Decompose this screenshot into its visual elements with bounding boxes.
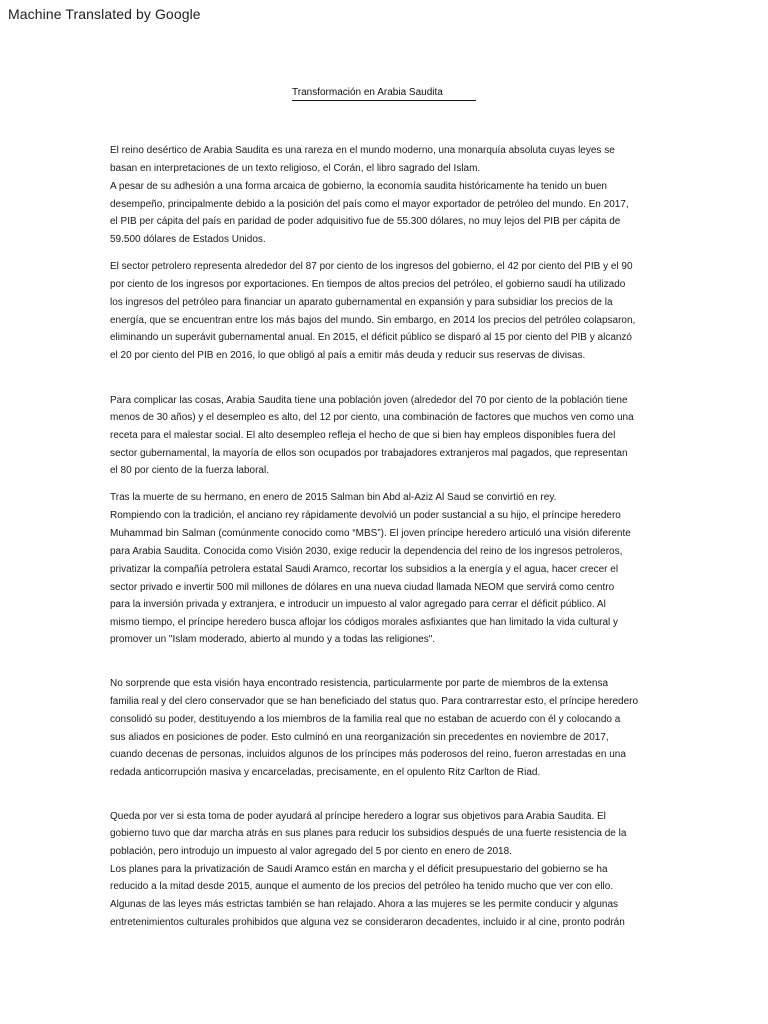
text-line: Para complicar las cosas, Arabia Saudita tiene una población joven (alrededor del 70 por ciento de la población tiene	[110, 395, 628, 406]
text-line: sector privado e invertir 500 mil millones de dólares en una nueva ciudad llamada NEOM que servirá como centro	[110, 582, 615, 593]
text-line: Tras la muerte de su hermano, en enero de 2015 Salman bin Abd al-Aziz Al Saud se convirtió en rey.	[110, 492, 557, 503]
text-line: desempeño, principalmente debido a la posición del país como el mayor exportador de petróleo del mundo. En 2017,	[110, 199, 629, 210]
text-line: Muhammad bin Salman (comúnmente conocido como “MBS”). El joven príncipe heredero articuló una visión diferente	[110, 528, 631, 539]
text-line: Algunas de las leyes más estrictas también se han relajado. Ahora a las mujeres se les permite conducir y algunas	[110, 899, 619, 910]
text-line: gobierno tuvo que dar marcha atrás en sus planes para reducir los subsidios después de una fuerte resistencia de la	[110, 828, 627, 839]
text-line: El reino desértico de Arabia Saudita es una rareza en el mundo moderno, una monarquía absoluta cuyas leyes se	[110, 145, 615, 156]
text-line: El sector petrolero representa alrededor del 87 por ciento de los ingresos del gobierno, el 42 por ciento del PIB y el 90	[110, 261, 633, 272]
text-line: No sorprende que esta visión haya encontrado resistencia, particularmente por parte de miembros de la extensa	[110, 678, 609, 689]
text-line: consolidó su poder, destituyendo a los miembros de la familia real que no estaban de acuerdo con él y colocando a	[110, 714, 621, 725]
text-line: A pesar de su adhesión a una forma arcaica de gobierno, la economía saudita históricamente ha tenido un buen	[110, 181, 607, 192]
text-line: el 20 por ciento del PIB en 2016, lo que obligó al país a emitir más deuda y reducir sus reservas de divisas.	[110, 350, 586, 361]
text-line: 59.500 dólares de Estados Unidos.	[110, 234, 266, 245]
text-line: familia real y del clero conservador que se han beneficiado del status quo. Para contrarrestar esto, el príncipe heredero	[110, 696, 639, 707]
text-line: el 80 por ciento de la fuerza laboral.	[110, 465, 269, 476]
text-line: sector gubernamental, la mayoría de ellos son ocupados por trabajadores extranjeros mal pagados, que representan	[110, 448, 628, 459]
text-line: entretenimientos culturales prohibidos que alguna vez se consideraron decadentes, incluido ir al cine, pronto podrán	[110, 917, 625, 928]
machine-translated-banner: Machine Translated by Google	[8, 6, 201, 22]
text-line: Queda por ver si esta toma de poder ayudará al príncipe heredero a lograr sus objetivos para Arabia Saudita. El	[110, 811, 606, 822]
text-line: mismo tiempo, el príncipe heredero busca aflojar los códigos morales asfixiantes que han limitado la vida cultural y	[110, 617, 619, 628]
text-line: menos de 30 años) y el desempleo es alto, del 12 por ciento, una combinación de factores que muchos ven como una	[110, 412, 634, 423]
text-line: los ingresos del petróleo para financiar un aparato gubernamental en expansión y para subsidiar los precios de la	[110, 297, 613, 308]
text-line: basan en interpretaciones de un texto religioso, el Corán, el libro sagrado del Islam.	[110, 163, 481, 174]
text-line: reducido a la mitad desde 2015, aunque el aumento de los precios del petróleo ha tenido mucho que ver con ello.	[110, 881, 614, 892]
text-line: eliminando un superávit gubernamental anual. En 2015, el déficit público se disparó al 15 por ciento del PIB y alcanzó	[110, 332, 632, 343]
text-line: redada anticorrupción masiva y encarceladas, precisamente, en el opulento Ritz Carlton de Riad.	[110, 767, 541, 778]
text-line: energía, que se encuentran entre los más bajos del mundo. Sin embargo, en 2014 los precios del petróleo colapsaron,	[110, 315, 636, 326]
text-line: sus aliados en posiciones de poder. Esto culminó en una reorganización sin precedentes en noviembre de 2017,	[110, 732, 609, 743]
text-line: por ciento de los ingresos por exportaciones. En tiempos de altos precios del petróleo, el gobierno saudí ha utilizado	[110, 279, 626, 290]
text-line: promover un "Islam moderado, abierto al mundo y a todas las religiones".	[110, 634, 436, 645]
text-line: población, pero introdujo un impuesto al valor agregado del 5 por ciento en enero de 2018.	[110, 846, 512, 857]
text-line: privatizar la compañía petrolera estatal Saudi Aramco, recortar los subsidios a la energía y el agua, hacer crecer el	[110, 564, 619, 575]
text-line: Los planes para la privatización de Saudi Aramco están en marcha y el déficit presupuestario del gobierno se ha	[110, 864, 608, 875]
document-title: Transformación en Arabia Saudita	[292, 87, 476, 101]
text-line: receta para el malestar social. El alto desempleo refleja el hecho de que si bien hay empleos disponibles fuera del	[110, 430, 616, 441]
text-line: el PIB per cápita del país en paridad de poder adquisitivo fue de 55.300 dólares, no muy lejos del PIB per cápita de	[110, 216, 621, 227]
text-line: Rompiendo con la tradición, el anciano rey rápidamente devolvió un poder sustancial a su hijo, el príncipe heredero	[110, 510, 621, 521]
text-line: para Arabia Saudita. Conocida como Visión 2030, exige reducir la dependencia del reino de los ingresos petroleros,	[110, 546, 623, 557]
text-line: para la inversión privada y extranjera, e introducir un impuesto al valor agregado para cerrar el déficit público. Al	[110, 599, 606, 610]
text-line: cuando decenas de personas, incluidos algunos de los príncipes más poderosos del reino, fueron arrestadas en una	[110, 749, 626, 760]
